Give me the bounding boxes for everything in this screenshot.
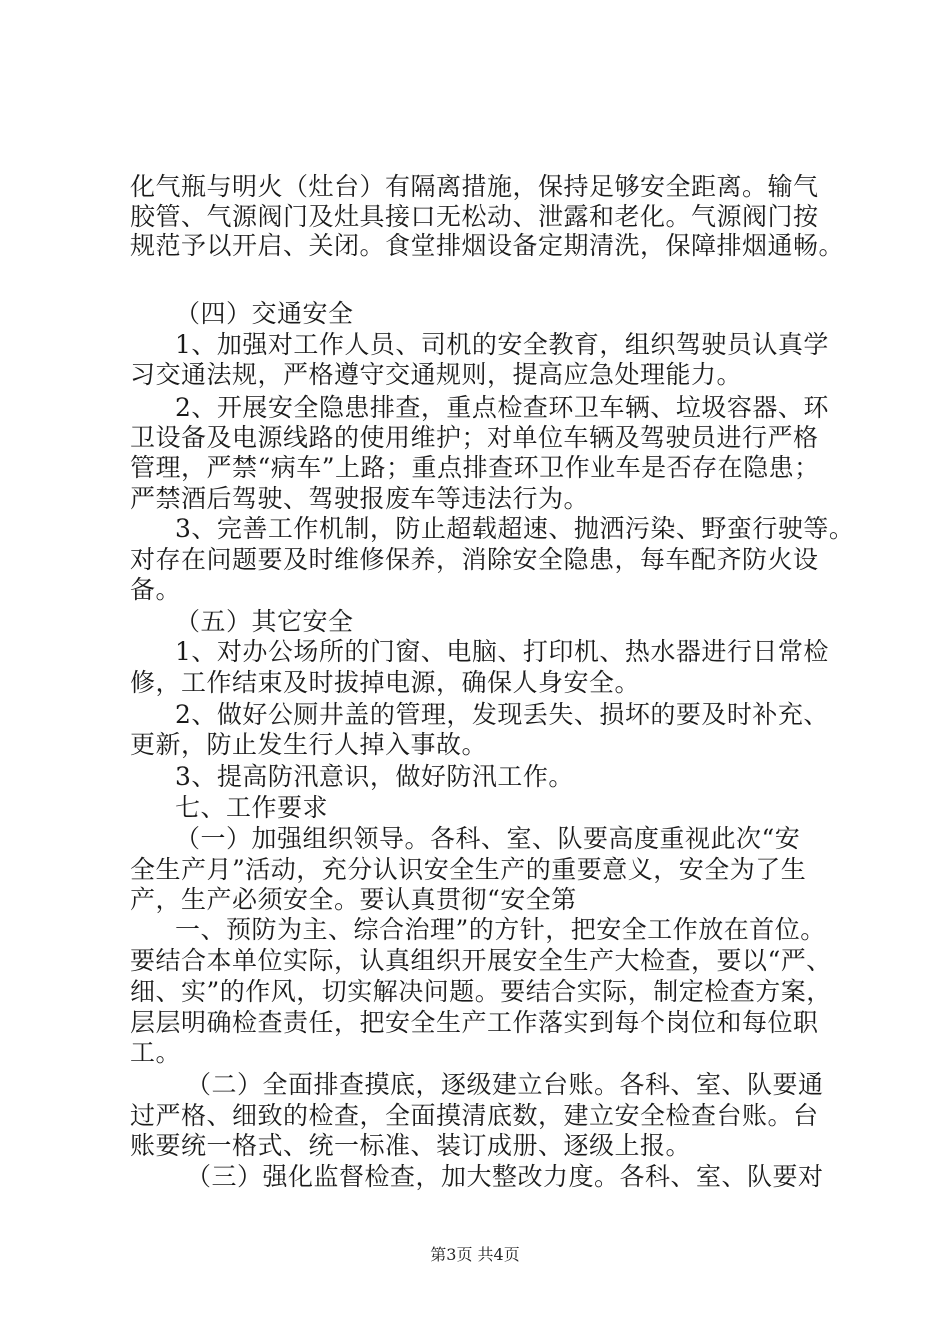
text-line: 工。 [130, 1038, 182, 1067]
text-line: 修，工作结束及时拔掉电源，确保人身安全。 [130, 668, 641, 697]
text-line: 胶管、气源阀门及灶具接口无松动、泄露和老化。气源阀门按 [130, 202, 819, 231]
text-line: 3、完善工作机制，防止超载超速、抛洒污染、野蛮行驶等。 [175, 514, 855, 543]
text-line: （二）全面排查摸底，逐级建立台账。各科、室、队要通 [186, 1070, 824, 1099]
text-line: 一、预防为主、综合治理”的方针，把安全工作放在首位。 [175, 915, 826, 944]
text-line: 1、加强对工作人员、司机的安全教育，组织驾驶员认真学 [175, 330, 829, 359]
text-line: 化气瓶与明火（灶台）有隔离措施，保持足够安全距离。输气 [130, 172, 819, 201]
text-line: 卫设备及电源线路的使用维护；对单位车辆及驾驶员进行严格 [130, 423, 819, 452]
text-line: 1、对办公场所的门窗、电脑、打印机、热水器进行日常检 [175, 637, 829, 666]
text-line: （一）加强组织领导。各科、室、队要高度重视此次“安 [175, 824, 801, 853]
text-line: 管理，严禁“病车”上路；重点排查环卫作业车是否存在隐患； [130, 453, 820, 482]
text-line: 严禁酒后驾驶、驾驶报废车等违法行为。 [130, 484, 590, 513]
text-line: 要结合本单位实际，认真组织开展安全生产大检查，要以“严、 [130, 946, 832, 975]
text-line: 更新，防止发生行人掉入事故。 [130, 730, 488, 759]
text-line: （五）其它安全 [175, 607, 354, 636]
text-line: 对存在问题要及时维修保养，消除安全隐患，每车配齐防火设 [130, 545, 819, 574]
page-footer: 第3页 共4页 [430, 1245, 520, 1264]
text-line: 2、开展安全隐患排查，重点检查环卫车辆、垃圾容器、环 [175, 393, 829, 422]
text-line: 层层明确检查责任，把安全生产工作落实到每个岗位和每位职 [130, 1008, 819, 1037]
text-line: 2、做好公厕井盖的管理，发现丢失、损坏的要及时补充、 [175, 700, 829, 729]
text-line: 产，生产必须安全。要认真贯彻“安全第 [130, 885, 577, 914]
text-line: 3、提高防汛意识，做好防汛工作。 [175, 762, 574, 791]
text-line: （三）强化监督检查，加大整改力度。各科、室、队要对 [186, 1162, 824, 1191]
text-line: 七、工作要求 [175, 793, 329, 822]
text-line: 备。 [130, 575, 182, 604]
text-line: （四）交通安全 [175, 299, 354, 328]
text-line: 账要统一格式、统一标准、装订成册、逐级上报。 [130, 1131, 692, 1160]
text-line: 细、实”的作风，切实解决问题。要结合实际，制定检查方案， [130, 977, 832, 1006]
text-line: 规范予以开启、关闭。食堂排烟设备定期清洗，保障排烟通畅。 [130, 231, 845, 260]
text-line: 全生产月”活动，充分认识安全生产的重要意义，安全为了生 [130, 855, 807, 884]
text-line: 过严格、细致的检查，全面摸清底数，建立安全检查台账。台 [130, 1101, 819, 1130]
text-line: 习交通法规，严格遵守交通规则，提高应急处理能力。 [130, 360, 743, 389]
